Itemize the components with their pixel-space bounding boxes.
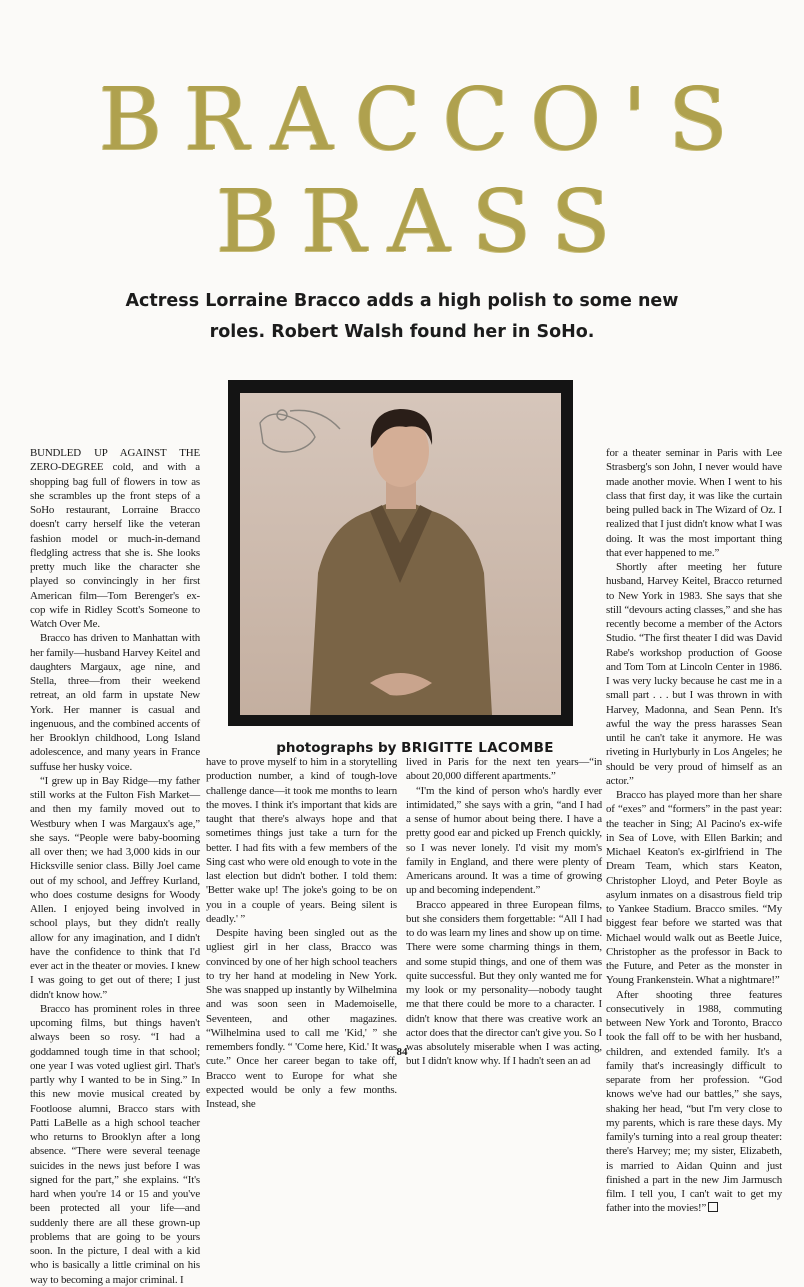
headline-text-1: BRACCO'S	[98, 70, 750, 170]
article-paragraph: Bracco has played more than her share of “exes” and “formers” in the past year: the teacher in Sing; Al Pacino's ex-wife in Sea of Love, with Ellen Barkin; and Michael Keaton's ex-girlfriend in The Dream Team, which stars Keaton, Christopher Lloyd, and Peter Boyle as asylum inmates on a disastrous field trip to Yankee Stadium. Bracco smiles. “My biggest fear before we started was that Michael would walk out as Beetle Juice, Christopher as the professor in Back to the Future, and Peter as the monster in Young Frankenstein. What a nightmare!”	[606, 789, 782, 987]
article-paragraph: have to prove myself to him in a storytelling production number, a kind of tough-love challenge dance—it took me months to learn the moves. I think it's important that kids are taught that there's always hope and that sometimes things just take a turn for the better. I had fits with a few members of the Sing cast who were old enough to vote in the last election but didn't bother. I told them: 'Better wake up! The joke's going to be on you in a couple of years. Being silent is deadly.' ”	[206, 756, 397, 925]
end-mark-icon	[708, 1202, 718, 1212]
article-paragraph: lived in Paris for the next ten years—“in about 20,000 different apartments.”	[406, 756, 602, 783]
headline-line-1	[0, 70, 804, 170]
article-paragraph: Bracco appeared in three European films, but she considers them forgettable: “All I had to do was learn my lines and show up on time. There were some charming things in them, and some stupid things, and one of them was quite successful. But they only wanted me for my look or my personality—nobody taught me that there could be more to a character. I didn't know that there was creative work an actor does that the director can't give you. So I was absolutely miserable when I was acting, but I didn't know why. If I hadn't seen an ad	[406, 898, 602, 1068]
photographer-name: BRIGITTE LACOMBE	[401, 740, 554, 756]
article-paragraph: “I grew up in Bay Ridge—my father still works at the Fulton Fish Market—and then my family moved out to Westbury when I was Margaux's age,” she says. “People were baby-booming all over then; we had 3,000 kids in our Hicksville senior class. Billy Joel came out of my school, and Jeffrey Kurland, who does costume designs for Woody Allen. I enjoyed being involved in school plays, but they didn't really allow for any imagination, and I didn't have the confidence to think that I'd ever act in the theater or movies. I knew I was going to get out of there; I just didn't know how.”	[30, 774, 200, 1001]
deck-subtitle: Actress Lorraine Bracco adds a high polish to some new roles. Robert Walsh found her in SoHo.	[125, 291, 679, 342]
headline-text-2: BRASS	[215, 172, 633, 272]
paragraph-text: After shooting three features consecutively in 1988, commuting between New York and Toronto, Bracco took the fall off to be with her husband, children, and extended family. It's a family that's increasingly difficult to separate from her profession. “God knows we've had our battles,” she says, shaking her head, “but I'm very close to my parents, which is rare these days. My family's turning into a real group theater: there's Harvey; me; my sister, Elizabeth, is married to Aidan Quinn and just finished a part in the new Jim Jarmusch film. I tell you, I can't wait to get my father into the movies!”	[606, 988, 782, 1215]
article-paragraph	[30, 446, 200, 631]
portrait-photo	[228, 380, 573, 726]
article-paragraph	[606, 988, 782, 1216]
lead-in: BUNDLED UP AGAINST THE ZERO-DEGREE	[30, 447, 200, 474]
article-paragraph: Bracco has driven to Manhattan with her family—husband Harvey Keitel and daughters Margaux, age nine, and Stella, three—from their weekend retreat, an old farm in upstate New York. Her manner is casual and ingenuous, and the combined accents of her Brooklyn childhood, Long Island adolescence, and many years in France suffuse her husky voice.	[30, 632, 200, 773]
article-paragraph: for a theater seminar in Paris with Lee Strasberg's son John, I never would have made another movie. When I went to his class that first day, it was like the curtain being pulled back in The Wizard of Oz. I realized that I just didn't know what I was doing. It was the most important thing that ever happened to me.”	[606, 447, 782, 559]
article-column-4	[606, 446, 782, 1216]
article-column-2	[206, 755, 397, 1111]
article-column-1	[30, 446, 200, 1287]
article-paragraph: Shortly after meeting her future husband, Harvey Keitel, Bracco returned to New York in 1983. She says that she still “devours acting classes,” and she has recently become a member of the Actors Studio. “The first theater I did was David Rabe's workshop production of Goose and Tom Tom at Lincoln Center in 1986. I was very lucky because he cast me in a small part . . . but I was thrown in with Harvey, Madonna, and Sean Penn. It's awful the way the press harasses Sean until he can't take it anymore. He was riveting in Hurlyburly in Los Angeles; he should be very proud of himself as an actor.”	[606, 561, 782, 787]
article-column-3	[406, 755, 602, 1069]
article-paragraph: “I'm the kind of person who's hardly ever intimidated,” she says with a grin, “and I had a sense of humor about being there. I have a pretty good ear and picked up French quickly, so I was never lonely. I'd visit my mom's family in England, and there were plenty of Americans around. It was a time of growing up and becoming independent.”	[406, 784, 602, 897]
portrait-image	[240, 393, 561, 715]
paragraph-text: cold, and with a shopping bag full of flowers in tow as she scrambles up the front steps of a SoHo restaurant, Lorraine Bracco doesn't carry herself like the veteran fashion model or much-in-demand fledgling actress that she is. She looks pretty much like the character she played so convincingly in her first American film—Tom Berenger's ex-cop wife in Ridley Scott's Someone to Watch Over Me.	[30, 461, 200, 630]
photo-credit	[230, 740, 600, 756]
article-paragraph: Bracco has prominent roles in three upcoming films, but things haven't always been so rosy. “I had a goddamned tough time in that school; one year I was voted ugliest girl. That's partly why I wanted to be in Sing.” In this new movie musical created by Footloose alumni, Bracco stars with Patti LaBelle as a high school teacher who returns to Brooklyn after a long absence. “There were several teenage suicides in the news just before I was signed for the part,” she explains. “It's hard when you're 14 or 15 and you've been protected all your life—and suddenly there are all these grown-up problems that are going to be yours soon. In the picture, I deal with a kid who is basically a little criminal on his way to becoming a major criminal. I	[30, 1002, 200, 1286]
page-number: 84	[396, 1046, 408, 1058]
photo-credit-prefix: photographs by	[276, 740, 397, 756]
article-paragraph: Despite having been singled out as the ugliest girl in her class, Bracco was convinced by one of her high school teachers to try her hand at modeling in New York. She was snapped up instantly by Wilhelmina and was soon seen in Mademoiselle, Seventeen, and other magazines. “Wilhelmina used to call me 'Kid,' ” she remembers fondly. “ 'Come here, Kid.' It was cute.” Once her career began to take off, Bracco went to Europe for what she expected would be only a few months. Instead, she	[206, 927, 397, 1110]
headline-line-2	[0, 172, 804, 272]
